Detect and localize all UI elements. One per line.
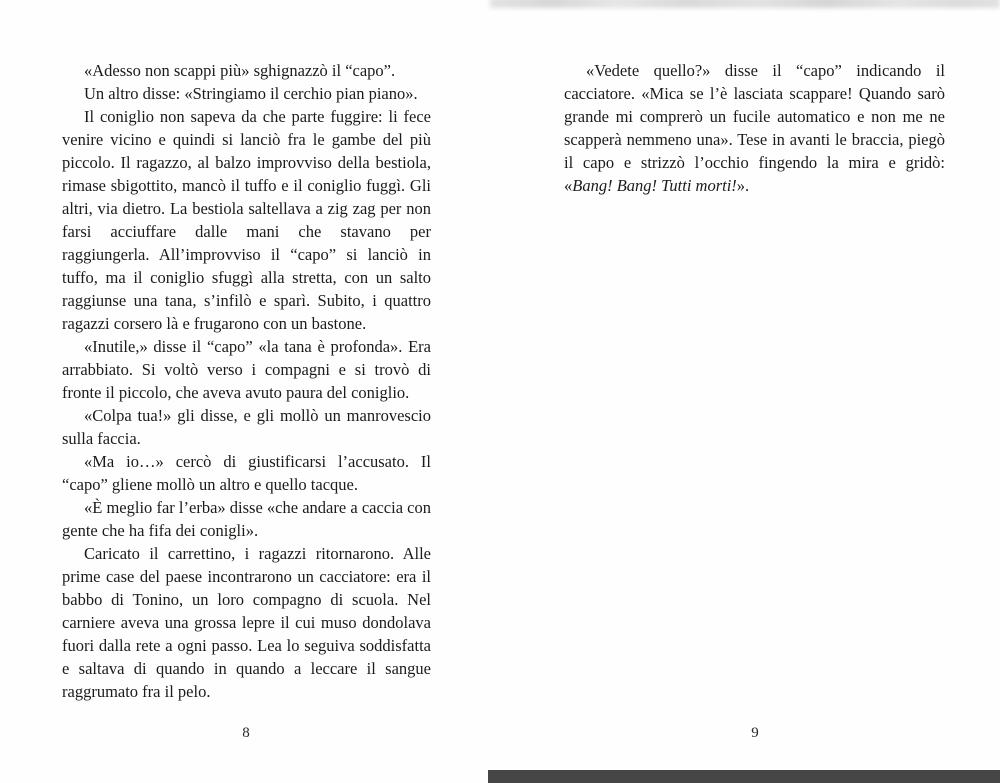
page-number-left: 8 [242,725,250,741]
page-number-right: 9 [751,725,759,741]
paragraph: «Adesso non scappi più» sghignazzò il “capo”. [84,61,396,80]
paragraph [564,59,945,197]
page-right-text [564,59,945,197]
paragraph-segment-italic: Bang! Bang! Tutti morti! [572,176,737,195]
paragraph: «Inutile,» disse il “capo” «la tana è profonda». Era arrabbiato. Si voltò verso i compagni e si trovò di fronte il piccolo, che aveva avuto paura del coniglio. [62,337,431,402]
paragraph: Caricato il carrettino, i ragazzi ritornarono. Alle prime case del paese incontrarono un cacciatore: era il babbo di Tonino, un loro compagno di scuola. Nel carniere aveva una grossa lepre il cui muso dondolava fuori dalla rete a ogni passo. Lea lo seguiva soddisfatta e saltava di quando in quando a leccare il sangue raggrumato fra il pelo. [62,544,431,701]
paragraph: Un altro disse: «Stringiamo il cerchio pian piano». [84,84,418,103]
paragraph: «Ma io…» cercò di giustificarsi l’accusato. Il “capo” gliene mollò un altro e quello tacque. [62,452,431,494]
page-left-text [62,59,431,703]
blurred-running-header [490,0,1000,8]
paragraph-segment: ». [736,176,750,195]
paragraph: Il coniglio non sapeva da che parte fuggire: li fece venire vicino e quindi si lanciò fra le gambe del più piccolo. Il ragazzo, al balzo improvviso della bestiola, rimase sbigottito, mancò il tuffo e il coniglio fuggì. Gli altri, via dietro. La bestiola saltellava a zig zag per non farsi acciuffare dalle mani che stavano per raggiungerla. All’improvviso il “capo” si lanciò in tuffo, ma il coniglio sfuggì alla stretta, con un salto raggiunse una tana, s’infilò e sparì. Subito, i quattro ragazzi corsero là e frugarono con un bastone. [62,107,431,333]
scan-artifact-bar [488,770,1000,783]
paragraph: «È meglio far l’erba» disse «che andare a caccia con gente che ha fifa dei conigli». [62,498,431,540]
paragraph-segment: «Vedete quello?» disse il “capo” indicando il cacciatore. «Mica se l’è lasciata scappare! Quando sarò grande mi comprerò un fucile automatico e non me ne scapperà nemmeno una». Tese in avanti le braccia, piegò il capo e strizzò l’occhio fingendo la mira e gridò: « [564,61,945,195]
paragraph: «Colpa tua!» gli disse, e gli mollò un manrovescio sulla faccia. [62,406,431,448]
